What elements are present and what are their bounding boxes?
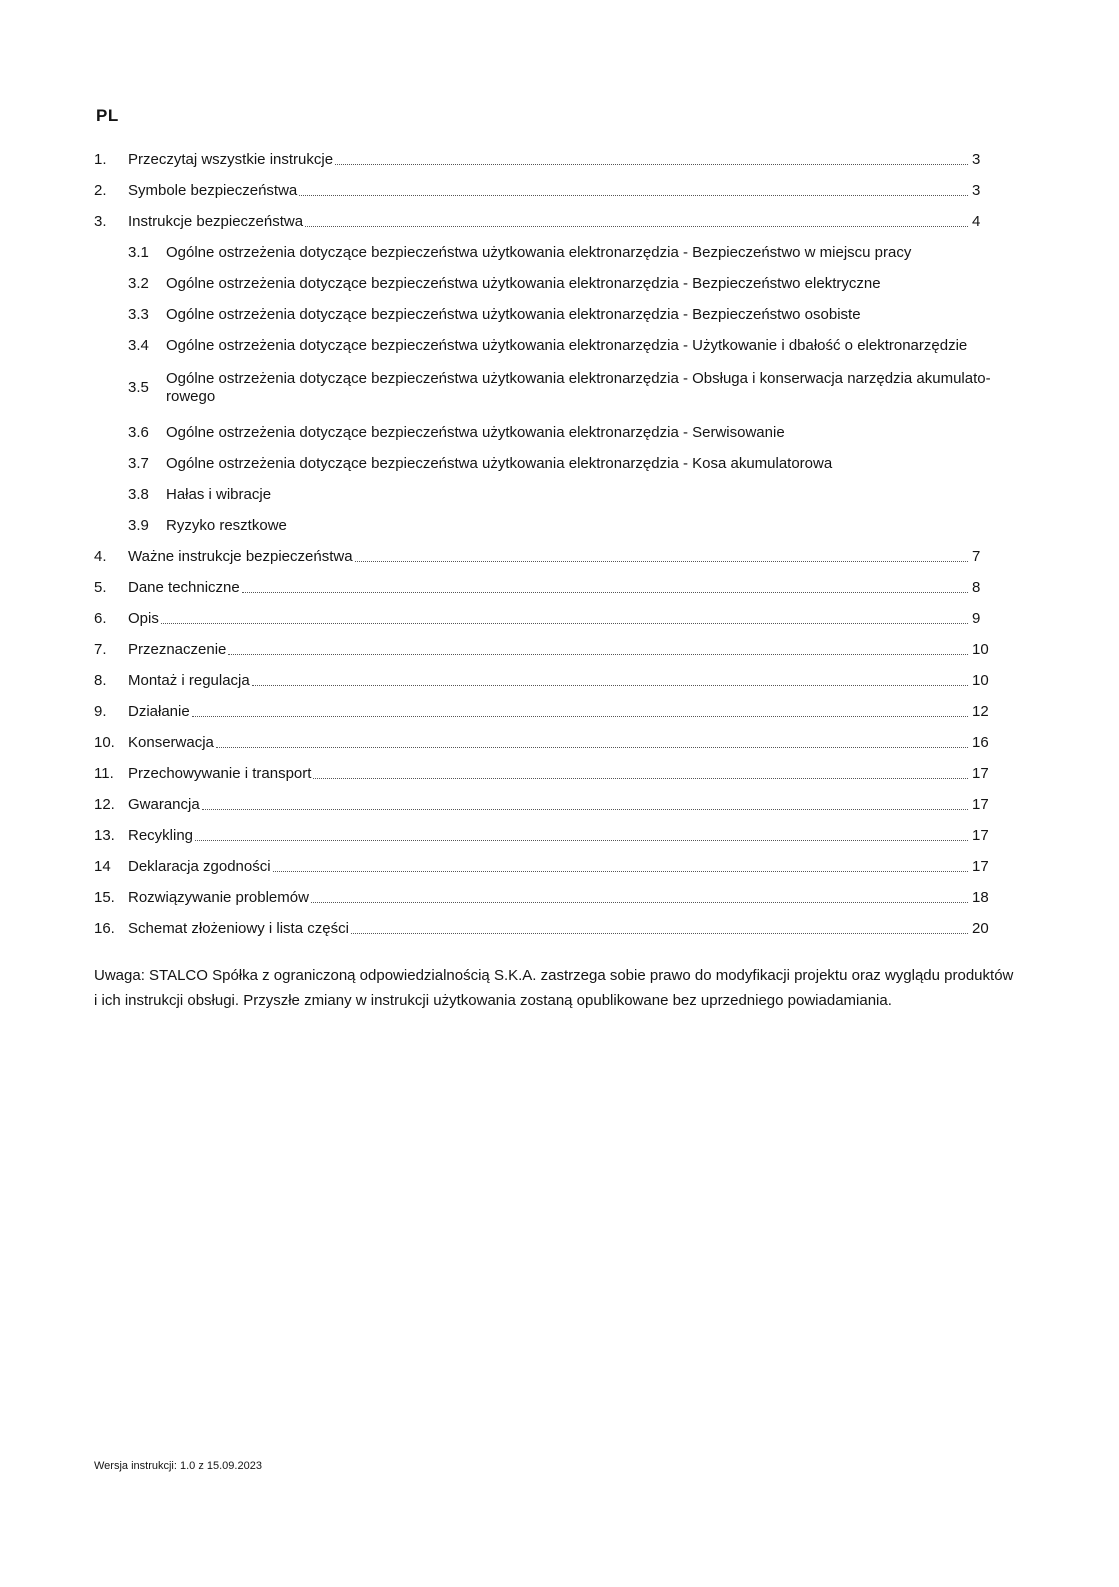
- toc-entry-page: 17: [972, 796, 989, 813]
- toc-entry-title: Przeczytaj wszystkie instrukcje: [128, 151, 334, 168]
- toc-subentry-title: Ogólne ostrzeżenia dotyczące bezpieczeństwa użytkowania elektronarzędzia - Obsługa i konserwacja narzędzia akumulato- rowego: [166, 370, 991, 405]
- toc-subentry-title: Ogólne ostrzeżenia dotyczące bezpieczeństwa użytkowania elektronarzędzia - Kosa akumulatorowa: [166, 454, 833, 472]
- toc-entry-number: 4.: [94, 548, 107, 565]
- toc-entry-page: 12: [972, 703, 989, 720]
- version-footer: Wersja instrukcji: 1.0 z 15.09.2023: [94, 1460, 262, 1472]
- toc-entry[interactable]: [94, 758, 994, 789]
- toc-entry-page: 10: [972, 672, 989, 689]
- toc-entry-page: 10: [972, 641, 989, 658]
- toc-entry-number: 7.: [94, 641, 107, 658]
- toc-entry-title: Gwarancja: [128, 796, 200, 813]
- toc-entry-title: Symbole bezpieczeństwa: [128, 182, 298, 199]
- toc-entry-number: 10.: [94, 734, 115, 751]
- toc-entry-page: 20: [972, 920, 989, 937]
- toc-entry-page: 16: [972, 734, 989, 751]
- toc-entry-number: 11.: [94, 765, 114, 782]
- toc-subentry[interactable]: [94, 330, 994, 361]
- toc-subentry-number: 3.8: [128, 485, 149, 503]
- toc-subentry-title: Ogólne ostrzeżenia dotyczące bezpieczeństwa użytkowania elektronarzędzia - Użytkowanie i dbałość o elektronarzędzie: [166, 336, 968, 354]
- dot-leader: [252, 685, 968, 686]
- toc-subentry-number: 3.4: [128, 336, 149, 354]
- dot-leader: [313, 778, 968, 779]
- toc-entry-page: 4: [972, 213, 981, 230]
- toc-subentry[interactable]: [94, 510, 994, 541]
- toc-entry-title: Instrukcje bezpieczeństwa: [128, 213, 304, 230]
- toc-subentry-title: Ogólne ostrzeżenia dotyczące bezpieczeństwa użytkowania elektronarzędzia - Bezpieczeństwo w miejscu pracy: [166, 243, 912, 261]
- toc-entry-title: Przechowywanie i transport: [128, 765, 312, 782]
- toc-entry-title: Montaż i regulacja: [128, 672, 250, 689]
- dot-leader: [192, 716, 968, 717]
- toc-subentry-title: Ryzyko resztkowe: [166, 516, 287, 534]
- toc-subentry-number: 3.7: [128, 454, 149, 472]
- toc-entry[interactable]: [94, 882, 994, 913]
- toc-subentry[interactable]: [94, 299, 994, 330]
- dot-leader: [161, 623, 968, 624]
- language-code: PL: [96, 106, 119, 125]
- toc-subentry-title: Ogólne ostrzeżenia dotyczące bezpieczeństwa użytkowania elektronarzędzia - Bezpieczeństwo osobiste: [166, 305, 861, 323]
- dot-leader: [202, 809, 968, 810]
- disclaimer-note: Uwaga: STALCO Spółka z ograniczoną odpowiedzialnością S.K.A. zastrzega sobie prawo do modyfikacji projektu oraz wyglądu produktów i ich instrukcji obsługi. Przyszłe zmiany w instrukcji użytkowania zostaną opublikowane bez uprzedniego powiadamiania.: [94, 967, 1014, 1009]
- toc-entry-page: 3: [972, 182, 981, 199]
- toc-entry[interactable]: [94, 665, 994, 696]
- toc-entry-title: Recykling: [128, 827, 194, 844]
- toc-entry-number: 13.: [94, 827, 115, 844]
- toc-entry-number: 9.: [94, 703, 107, 720]
- toc-entry-number: 8.: [94, 672, 107, 689]
- toc-entry-number: 12.: [94, 796, 115, 813]
- toc-entry-number: 14: [94, 858, 111, 875]
- toc-entry-title: Opis: [128, 610, 159, 627]
- toc-entry-page: 3: [972, 151, 981, 168]
- dot-leader: [351, 933, 968, 934]
- dot-leader: [355, 561, 968, 562]
- toc-entry-title: Konserwacja: [128, 734, 214, 751]
- toc-subentry-number: 3.3: [128, 305, 149, 323]
- toc-subentry[interactable]: [94, 237, 994, 268]
- toc-entry-number: 2.: [94, 182, 107, 199]
- toc-entry-page: 17: [972, 827, 989, 844]
- toc-entry-page: 17: [972, 858, 989, 875]
- toc-entry-title: Deklaracja zgodności: [128, 858, 271, 875]
- table-of-contents: [94, 144, 994, 944]
- toc-entry[interactable]: [94, 820, 994, 851]
- toc-entry-number: 6.: [94, 610, 107, 627]
- dot-leader: [216, 747, 968, 748]
- toc-entry[interactable]: [94, 572, 994, 603]
- toc-entry-title: Dane techniczne: [128, 579, 240, 596]
- toc-entry[interactable]: [94, 789, 994, 820]
- toc-entry-title: Rozwiązywanie problemów: [128, 889, 309, 906]
- toc-entry-title: Ważne instrukcje bezpieczeństwa: [128, 548, 353, 565]
- toc-subentry-number: 3.9: [128, 516, 149, 534]
- toc-entry[interactable]: [94, 206, 994, 237]
- toc-entry-number: 15.: [94, 889, 115, 906]
- toc-subentry-title: Ogólne ostrzeżenia dotyczące bezpieczeństwa użytkowania elektronarzędzia - Bezpieczeństwo elektryczne: [166, 274, 881, 292]
- toc-subentry[interactable]: [94, 361, 994, 417]
- toc-entry-number: 16.: [94, 920, 115, 937]
- dot-leader: [195, 840, 968, 841]
- toc-entry-title: Przeznaczenie: [128, 641, 227, 658]
- toc-entry[interactable]: [94, 175, 994, 206]
- toc-entry-page: 9: [972, 610, 981, 627]
- dot-leader: [299, 195, 968, 196]
- toc-subentry-title: Ogólne ostrzeżenia dotyczące bezpieczeństwa użytkowania elektronarzędzia - Serwisowanie: [166, 423, 785, 441]
- toc-entry[interactable]: [94, 634, 994, 665]
- toc-entry-number: 5.: [94, 579, 107, 596]
- toc-subentry[interactable]: [94, 268, 994, 299]
- dot-leader: [242, 592, 968, 593]
- toc-entry-title: Działanie: [128, 703, 190, 720]
- toc-entry-page: 8: [972, 579, 981, 596]
- toc-entry-title: Schemat złożeniowy i lista części: [128, 920, 349, 937]
- toc-subentry-number: 3.2: [128, 274, 149, 292]
- dot-leader: [311, 902, 968, 903]
- toc-subentry-title: Hałas i wibracje: [166, 485, 272, 503]
- toc-entry-page: 7: [972, 548, 981, 565]
- toc-subentry-number: 3.1: [128, 243, 149, 261]
- toc-entry[interactable]: [94, 696, 994, 727]
- toc-entry[interactable]: [94, 851, 994, 882]
- toc-subentry[interactable]: [94, 448, 994, 479]
- toc-entry[interactable]: [94, 913, 994, 944]
- toc-entry[interactable]: [94, 144, 994, 175]
- toc-entry-number: 1.: [94, 151, 107, 168]
- toc-entry-page: 17: [972, 765, 989, 782]
- toc-subentry[interactable]: [94, 417, 994, 448]
- toc-subentry-number: 3.6: [128, 423, 149, 441]
- dot-leader: [335, 164, 968, 165]
- toc-subentry-number: 3.5: [128, 379, 149, 396]
- toc-entry[interactable]: [94, 541, 994, 572]
- toc-entry[interactable]: [94, 727, 994, 758]
- toc-entry[interactable]: [94, 603, 994, 634]
- dot-leader: [228, 654, 968, 655]
- toc-entry-page: 18: [972, 889, 989, 906]
- dot-leader: [305, 226, 968, 227]
- toc-entry-number: 3.: [94, 213, 107, 230]
- dot-leader: [273, 871, 968, 872]
- toc-subentry[interactable]: [94, 479, 994, 510]
